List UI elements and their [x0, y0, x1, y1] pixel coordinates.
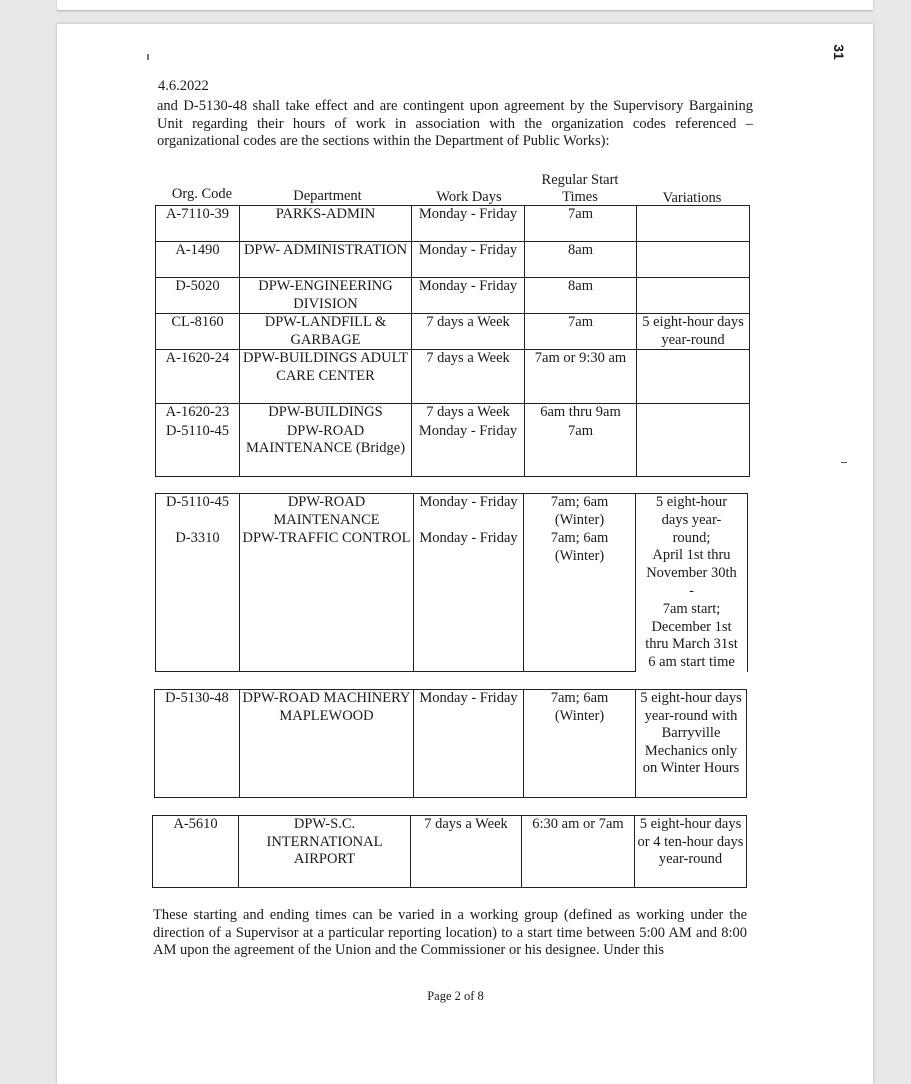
org-code-cell: D-5110-45	[156, 494, 240, 531]
department-cell: PARKS-ADMIN	[240, 206, 412, 242]
header-work-days: Work Days	[436, 189, 502, 205]
department-cell: DPW-TRAFFIC CONTROL	[240, 530, 414, 672]
header-org-code: Org. Code	[171, 186, 233, 202]
department-cell: DPW-LANDFILL & GARBAGE	[240, 314, 412, 350]
work-days-cell: Monday - Friday	[412, 423, 525, 477]
variation-line: November 30th	[646, 565, 737, 582]
header-department: Department	[293, 188, 362, 204]
schedule-table-1	[155, 205, 750, 477]
start-time-cell: 7am; 6am (Winter)	[524, 530, 636, 672]
work-days-cell: Monday - Friday	[412, 278, 525, 314]
department-cell: DPW-ROAD MAINTENANCE	[240, 494, 414, 531]
variations-cell	[637, 350, 750, 404]
variations-cell: 5 eight-hour days or 4 ten-hour days year-round	[635, 816, 747, 888]
work-days-cell: 7 days a Week	[412, 350, 525, 404]
table-row	[156, 278, 750, 314]
org-code-cell: A-5610	[153, 816, 239, 888]
org-code-cell: A-1620-24	[156, 350, 240, 404]
variation-line: 5 eight-hour	[655, 494, 728, 510]
variation-line: thru March 31st	[645, 636, 738, 653]
work-days-cell: 7 days a Week	[412, 404, 525, 423]
variations-cell	[637, 206, 750, 242]
table-row	[156, 242, 750, 278]
work-days-cell: 7 days a Week	[412, 314, 525, 350]
variation-line: December 1st	[651, 618, 732, 635]
closing-paragraph: These starting and ending times can be varied in a working group (defined as working under the direction of a Supervisor at a particular reporting location) to a start time between 5:00 AM and 8:00 AM upon the agreement of the Union and the Commissioner or his designee. Under this	[153, 907, 747, 958]
table-row	[156, 350, 750, 404]
department-cell: DPW-S.C. INTERNATIONAL AIRPORT	[239, 816, 411, 888]
document-date: 4.6.2022	[158, 78, 209, 94]
work-days-cell: Monday - Friday	[412, 242, 525, 278]
start-time-cell: 6:30 am or 7am	[522, 816, 635, 888]
schedule-table-4	[152, 815, 747, 888]
variations-cell	[637, 242, 750, 278]
work-days-cell: Monday - Friday	[414, 530, 524, 672]
intro-paragraph: and D-5130-48 shall take effect and are contingent upon agreement by the Supervisory Bargaining Unit regarding their hours of work in association with the organization codes referenced – organizational codes are the sections within the Department of Public Works):	[157, 98, 753, 149]
variations-cell	[637, 404, 750, 423]
start-time-cell: 7am or 9:30 am	[525, 350, 637, 404]
table-row	[156, 404, 750, 423]
variation-line: round;	[672, 529, 711, 546]
work-days-cell: Monday - Friday	[414, 690, 524, 798]
start-time-cell: 6am thru 9am	[525, 404, 637, 423]
start-time-cell: 7am; 6am (Winter)	[524, 690, 636, 798]
start-time-cell: 8am	[525, 278, 637, 314]
table-row	[156, 206, 750, 242]
scan-speck	[147, 54, 149, 60]
table-row	[156, 314, 750, 350]
variations-cell: 5 eight-hour days year-round with Barryville Mechanics only on Winter Hours	[636, 690, 747, 798]
variations-cell	[637, 423, 750, 477]
org-code-cell: D-5110-45	[156, 423, 240, 477]
variations-cell: 5 eight-hour days year-round	[637, 314, 750, 350]
header-regular-start-times: Regular Start Times	[541, 172, 619, 205]
work-days-cell: Monday - Friday	[412, 206, 525, 242]
table-row	[155, 690, 747, 798]
department-cell: DPW-ENGINEERING DIVISION	[240, 278, 412, 314]
department-cell: DPW-BUILDINGS ADULT CARE CENTER	[240, 350, 412, 404]
variation-line: days year-	[661, 511, 722, 528]
org-code-cell: A-1490	[156, 242, 240, 278]
start-time-cell: 7am	[525, 206, 637, 242]
work-days-cell: Monday - Friday	[414, 494, 524, 531]
page-footer: Page 2 of 8	[427, 989, 484, 1003]
org-code-cell: A-7110-39	[156, 206, 240, 242]
variation-line: -	[689, 582, 694, 599]
org-code-cell: D-5130-48	[155, 690, 240, 798]
variation-line: April 1st thru	[652, 547, 731, 564]
start-time-cell: 7am; 6am (Winter)	[524, 494, 636, 531]
variation-line: 6 am start time	[648, 654, 735, 671]
previous-page-edge	[57, 0, 873, 10]
table-row	[156, 494, 748, 531]
start-time-cell: 7am	[525, 314, 637, 350]
start-time-cell: 8am	[525, 242, 637, 278]
department-cell: DPW-ROAD MAINTENANCE (Bridge)	[240, 423, 412, 477]
work-days-cell: 7 days a Week	[411, 816, 522, 888]
org-code-cell: A-1620-23	[156, 404, 240, 423]
variation-line: 7am start;	[662, 600, 721, 617]
schedule-table-2	[155, 493, 748, 672]
department-cell: DPW-BUILDINGS	[240, 404, 412, 423]
header-variations: Variations	[662, 190, 722, 206]
org-code-cell: CL-8160	[156, 314, 240, 350]
page-number-stamp: 31	[831, 44, 847, 60]
org-code-cell: D-3310	[156, 530, 240, 672]
scan-mark	[841, 462, 847, 463]
table-row	[156, 423, 750, 477]
variations-cell	[636, 494, 748, 672]
department-cell: DPW- ADMINISTRATION	[240, 242, 412, 278]
schedule-table-3	[154, 689, 747, 798]
org-code-cell: D-5020	[156, 278, 240, 314]
start-time-cell: 7am	[525, 423, 637, 477]
department-cell: DPW-ROAD MACHINERY MAPLEWOOD	[240, 690, 414, 798]
table-row	[153, 816, 747, 888]
variations-cell	[637, 278, 750, 314]
